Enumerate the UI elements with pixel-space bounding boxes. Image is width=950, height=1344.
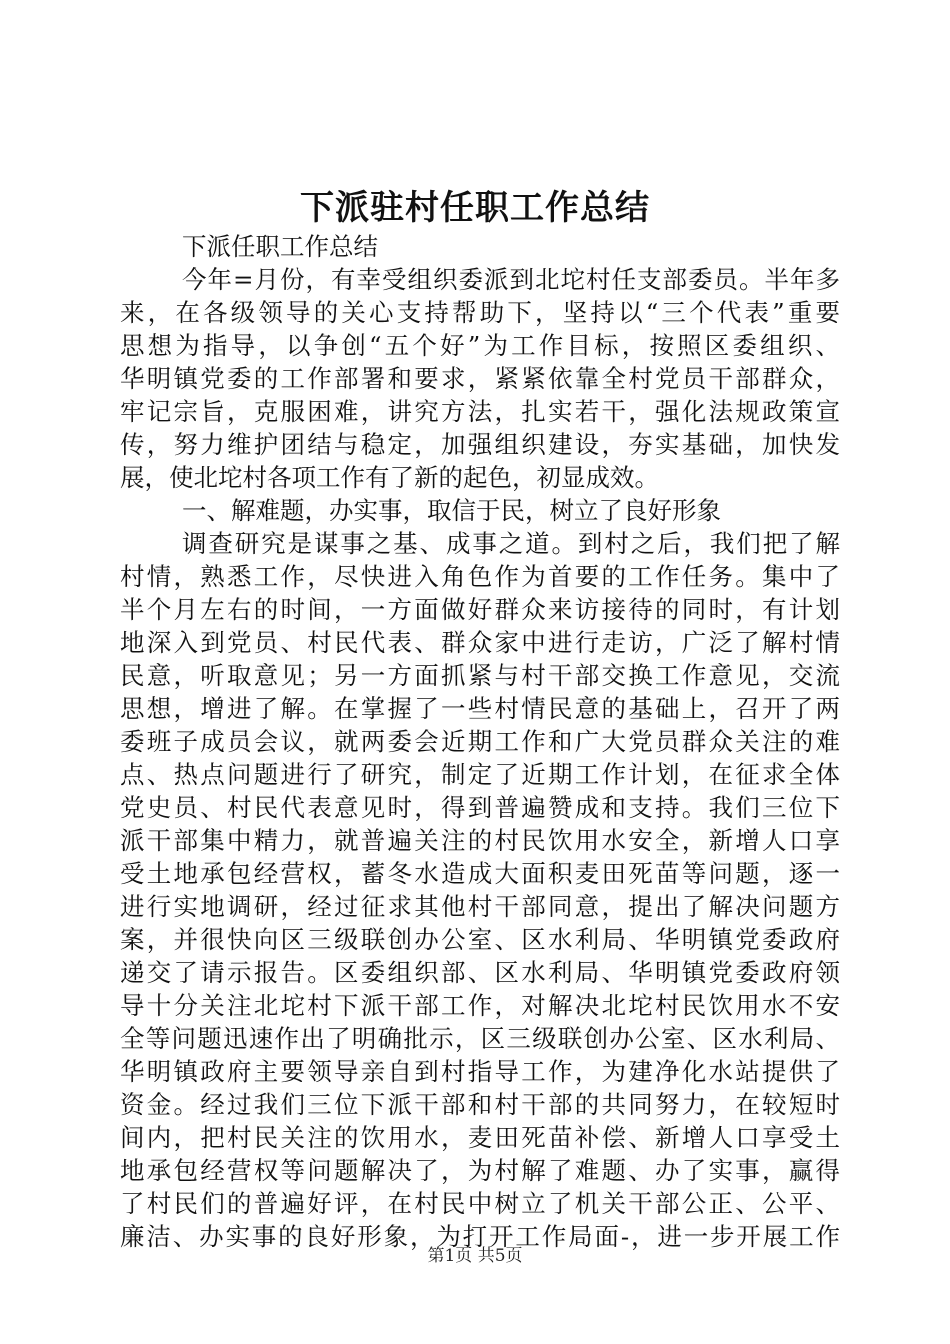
text-line: 半个月左右的时间，一方面做好群众来访接待的同时，有计划	[120, 595, 840, 624]
text-line: 点、热点问题进行了研究，制定了近期工作计划，在征求全体	[120, 760, 840, 789]
text-line: 展，使北坨村各项工作有了新的起色，初显成效。	[120, 463, 659, 492]
text-line: 受土地承包经营权，蓄冬水造成大面积麦田死苗等问题，逐一	[120, 859, 840, 888]
text-line: 民意，听取意见；另一方面抓紧与村干部交换工作意见，交流	[120, 661, 840, 690]
text-line: 传，努力维护团结与稳定，加强组织建设，夯实基础，加快发	[120, 430, 840, 459]
text-line: 案，并很快向区三级联创办公室、区水利局、华明镇党委政府	[120, 925, 840, 954]
text-line: 一、解难题，办实事，取信于民，树立了良好形象	[182, 496, 721, 525]
text-line: 来，在各级领导的关心支持帮助下，坚持以“三个代表”重要	[120, 298, 840, 327]
text-line: 资金。经过我们三位下派干部和村干部的共同努力，在较短时	[120, 1090, 840, 1119]
text-line: 全等问题迅速作出了明确批示，区三级联创办公室、区水利局、	[120, 1024, 840, 1053]
text-line: 华明镇党委的工作部署和要求，紧紧依靠全村党员干部群众，	[120, 364, 840, 393]
text-line: 思想为指导，以争创“五个好”为工作目标，按照区委组织、	[120, 331, 840, 360]
text-line: 下派任职工作总结	[182, 232, 378, 261]
text-line: 地承包经营权等问题解决了，为村解了难题、办了实事，赢得	[120, 1156, 840, 1185]
text-line: 廉洁、办实事的良好形象，为打开工作局面-，进一步开展工作	[120, 1222, 840, 1251]
text-line: 思想，增进了解。在掌握了一些村情民意的基础上，召开了两	[120, 694, 840, 723]
text-line: 党史员、村民代表意见时，得到普遍赞成和支持。我们三位下	[120, 793, 840, 822]
document-title: 下派驻村任职工作总结	[300, 188, 650, 228]
text-line: 华明镇政府主要领导亲自到村指导工作，为建净化水站提供了	[120, 1057, 840, 1086]
text-line: 进行实地调研，经过征求其他村干部同意，提出了解决问题方	[120, 892, 840, 921]
text-line: 委班子成员会议，就两委会近期工作和广大党员群众关注的难	[120, 727, 840, 756]
text-line: 了村民们的普遍好评，在村民中树立了机关干部公正、公平、	[120, 1189, 840, 1218]
document-body	[120, 230, 840, 1253]
text-line: 导十分关注北坨村下派干部工作，对解决北坨村民饮用水不安	[120, 991, 840, 1020]
text-line: 今年=月份，有幸受组织委派到北坨村任支部委员。半年多	[182, 265, 840, 294]
text-line: 牢记宗旨，克服困难，讲究方法，扎实若干，强化法规政策宣	[120, 397, 840, 426]
text-line: 间内，把村民关注的饮用水，麦田死苗补偿、新增人口享受土	[120, 1123, 840, 1152]
text-line: 递交了请示报告。区委组织部、区水利局、华明镇党委政府领	[120, 958, 840, 987]
text-line: 派干部集中精力，就普遍关注的村民饮用水安全，新增人口享	[120, 826, 840, 855]
text-line: 村情，熟悉工作，尽快进入角色作为首要的工作任务。集中了	[120, 562, 840, 591]
text-line: 调查研究是谋事之基、成事之道。到村之后，我们把了解	[182, 529, 840, 558]
text-line: 地深入到党员、村民代表、群众家中进行走访，广泛了解村情	[120, 628, 840, 657]
page-indicator: 第1页 共5页	[427, 1246, 523, 1266]
